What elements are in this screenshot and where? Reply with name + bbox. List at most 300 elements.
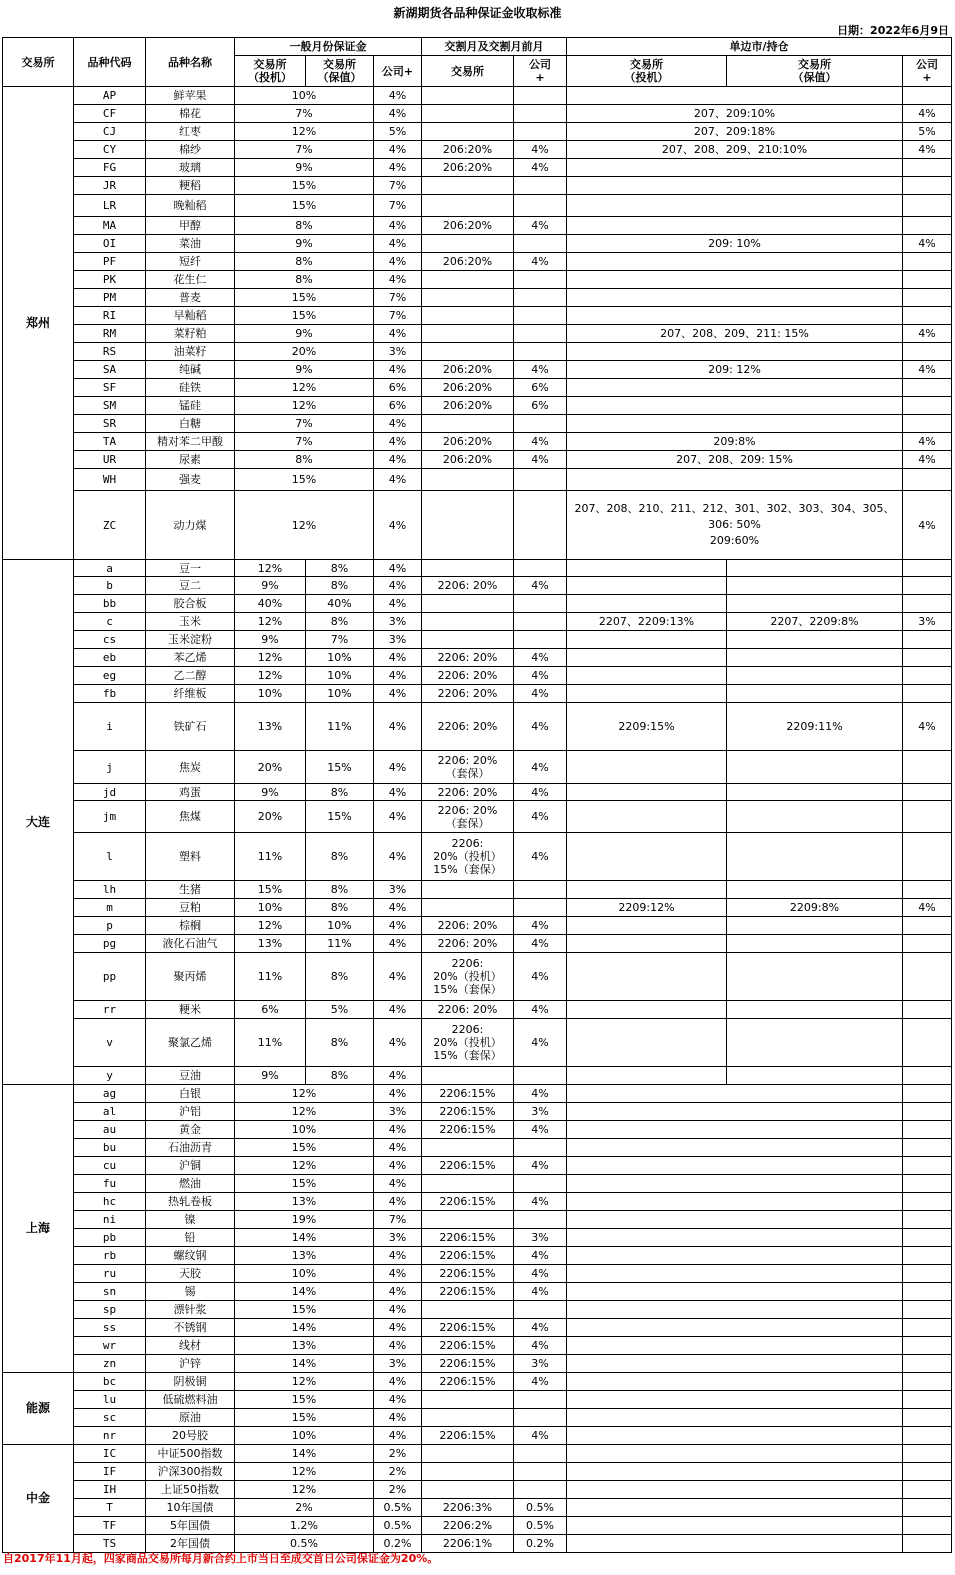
unilateral-exchange-cell <box>567 1103 903 1121</box>
delivery-exchange-cell: 2206: 20% <box>422 577 514 595</box>
delivery-company-cell <box>514 1139 567 1157</box>
general-company-cell: 0.2% <box>374 1535 422 1553</box>
general-hedge-cell: 10% <box>306 649 374 667</box>
code-cell: zn <box>74 1355 146 1373</box>
code-cell: wr <box>74 1337 146 1355</box>
exchange-cell: 上海 <box>3 1085 74 1373</box>
general-company-cell: 3% <box>374 343 422 361</box>
unilateral-company-cell <box>903 1319 952 1337</box>
delivery-company-cell: 4% <box>514 917 567 935</box>
delivery-exchange-cell: 2206:15% <box>422 1337 514 1355</box>
unilateral-exchange-cell <box>567 1355 903 1373</box>
table-row <box>3 577 952 595</box>
delivery-company-cell: 4% <box>514 1319 567 1337</box>
unilateral-company-cell <box>903 1283 952 1301</box>
code-cell: jd <box>74 784 146 801</box>
table-row <box>3 751 952 784</box>
general-spec-cell: 12% <box>235 667 306 685</box>
unilateral-spec-cell <box>567 595 727 613</box>
general-exchange-cell: 9% <box>235 325 374 343</box>
header-code: 品种代码 <box>74 38 146 87</box>
unilateral-company-cell <box>903 271 952 289</box>
code-cell: j <box>74 751 146 784</box>
delivery-exchange-cell: 2206:3% <box>422 1499 514 1517</box>
code-cell: RS <box>74 343 146 361</box>
general-spec-cell: 11% <box>235 833 306 881</box>
name-cell: 豆粕 <box>146 899 235 917</box>
general-exchange-cell: 14% <box>235 1229 374 1247</box>
general-company-cell: 4% <box>374 1427 422 1445</box>
delivery-exchange-cell: 2206:15% <box>422 1121 514 1139</box>
name-cell: 豆油 <box>146 1067 235 1085</box>
general-company-cell: 4% <box>374 491 422 560</box>
unilateral-company-cell <box>903 1427 952 1445</box>
table-row <box>3 595 952 613</box>
table-row <box>3 613 952 631</box>
code-cell: JR <box>74 177 146 195</box>
general-company-cell: 4% <box>374 415 422 433</box>
general-company-cell: 4% <box>374 1409 422 1427</box>
unilateral-company-cell <box>903 379 952 397</box>
unilateral-exchange-cell <box>567 1409 903 1427</box>
general-spec-cell: 9% <box>235 577 306 595</box>
unilateral-company-cell <box>903 343 952 361</box>
unilateral-company-cell <box>903 1373 952 1391</box>
code-cell: bc <box>74 1373 146 1391</box>
unilateral-company-cell <box>903 784 952 801</box>
code-cell: CJ <box>74 123 146 141</box>
header-general-month: 一般月份保证金 <box>235 38 422 56</box>
code-cell: nr <box>74 1427 146 1445</box>
delivery-exchange-cell: 2206: 20%（投机） 15%（套保） <box>422 1019 514 1067</box>
table-row <box>3 899 952 917</box>
code-cell: sc <box>74 1409 146 1427</box>
name-cell: 苯乙烯 <box>146 649 235 667</box>
general-company-cell: 0.5% <box>374 1517 422 1535</box>
unilateral-company-cell <box>903 1085 952 1103</box>
name-cell: 晚籼稻 <box>146 195 235 217</box>
delivery-company-cell: 4% <box>514 667 567 685</box>
name-cell: 上证50指数 <box>146 1481 235 1499</box>
footnote: 自2017年11月起，四家商品交易所每月新合约上市当日至成交首日公司保证金为20%。 <box>3 1552 439 1565</box>
unilateral-exchange-cell: 207、208、209: 15% <box>567 451 903 469</box>
name-cell: 尿素 <box>146 451 235 469</box>
general-company-cell: 7% <box>374 289 422 307</box>
name-cell: 镍 <box>146 1211 235 1229</box>
unilateral-spec-cell <box>567 751 727 784</box>
delivery-company-cell: 4% <box>514 953 567 1001</box>
name-cell: 不锈钢 <box>146 1319 235 1337</box>
code-cell: IH <box>74 1481 146 1499</box>
name-cell: 2年国债 <box>146 1535 235 1553</box>
code-cell: au <box>74 1121 146 1139</box>
name-cell: 玉米淀粉 <box>146 631 235 649</box>
delivery-company-cell <box>514 1211 567 1229</box>
table-row <box>3 491 952 560</box>
unilateral-company-cell <box>903 649 952 667</box>
name-cell: 沪铜 <box>146 1157 235 1175</box>
code-cell: PM <box>74 289 146 307</box>
general-spec-cell: 6% <box>235 1001 306 1019</box>
unilateral-spec-cell <box>567 1067 727 1085</box>
delivery-company-cell: 4% <box>514 1373 567 1391</box>
delivery-company-cell: 4% <box>514 253 567 271</box>
name-cell: 焦炭 <box>146 751 235 784</box>
unilateral-company-cell <box>903 1355 952 1373</box>
general-company-cell: 3% <box>374 1355 422 1373</box>
code-cell: TS <box>74 1535 146 1553</box>
name-cell: 聚丙烯 <box>146 953 235 1001</box>
general-company-cell: 4% <box>374 235 422 253</box>
unilateral-hedge-cell <box>727 833 903 881</box>
unilateral-exchange-cell <box>567 1175 903 1193</box>
unilateral-exchange-cell: 207、208、209、211: 15% <box>567 325 903 343</box>
general-hedge-cell: 8% <box>306 899 374 917</box>
general-exchange-cell: 10% <box>235 87 374 105</box>
delivery-company-cell <box>514 325 567 343</box>
unilateral-company-cell <box>903 833 952 881</box>
delivery-exchange-cell: 2206: 20% <box>422 935 514 953</box>
table-row <box>3 784 952 801</box>
unilateral-company-cell: 4% <box>903 105 952 123</box>
table-row <box>3 1019 952 1067</box>
table-row <box>3 1499 952 1517</box>
general-company-cell: 4% <box>374 784 422 801</box>
name-cell: 低硫燃料油 <box>146 1391 235 1409</box>
general-company-cell: 4% <box>374 433 422 451</box>
general-spec-cell: 12% <box>235 613 306 631</box>
general-exchange-cell: 8% <box>235 271 374 289</box>
delivery-exchange-cell: 206:20% <box>422 433 514 451</box>
code-cell: al <box>74 1103 146 1121</box>
delivery-exchange-cell <box>422 613 514 631</box>
table-row <box>3 1193 952 1211</box>
unilateral-company-cell: 4% <box>903 325 952 343</box>
general-company-cell: 4% <box>374 649 422 667</box>
general-exchange-cell: 9% <box>235 235 374 253</box>
unilateral-company-cell <box>903 935 952 953</box>
delivery-exchange-cell: 206:20% <box>422 397 514 415</box>
table-row <box>3 1427 952 1445</box>
header-exch-spec: 交易所 （投机） <box>235 56 306 87</box>
unilateral-company-cell: 4% <box>903 235 952 253</box>
unilateral-exchange-cell <box>567 415 903 433</box>
unilateral-company-cell <box>903 415 952 433</box>
general-hedge-cell: 10% <box>306 685 374 703</box>
general-exchange-cell: 15% <box>235 1409 374 1427</box>
delivery-company-cell: 4% <box>514 1157 567 1175</box>
general-exchange-cell: 10% <box>235 1427 374 1445</box>
table-row <box>3 253 952 271</box>
delivery-exchange-cell <box>422 1445 514 1463</box>
code-cell: PF <box>74 253 146 271</box>
general-company-cell: 7% <box>374 177 422 195</box>
unilateral-company-cell <box>903 1445 952 1463</box>
general-spec-cell: 9% <box>235 1067 306 1085</box>
unilateral-hedge-cell <box>727 935 903 953</box>
unilateral-company-cell <box>903 881 952 899</box>
general-hedge-cell: 40% <box>306 595 374 613</box>
delivery-company-cell <box>514 105 567 123</box>
unilateral-company-cell <box>903 1535 952 1553</box>
code-cell: IF <box>74 1463 146 1481</box>
code-cell: ru <box>74 1265 146 1283</box>
general-hedge-cell: 11% <box>306 703 374 751</box>
unilateral-hedge-cell: 2209:8% <box>727 899 903 917</box>
name-cell: 沪锌 <box>146 1355 235 1373</box>
unilateral-company-cell: 3% <box>903 613 952 631</box>
delivery-company-cell <box>514 469 567 491</box>
unilateral-company-cell <box>903 1463 952 1481</box>
table-row <box>3 667 952 685</box>
delivery-company-cell <box>514 491 567 560</box>
table-row <box>3 379 952 397</box>
unilateral-exchange-cell <box>567 1157 903 1175</box>
name-cell: 原油 <box>146 1409 235 1427</box>
table-row <box>3 159 952 177</box>
table-row <box>3 703 952 751</box>
table-row <box>3 1175 952 1193</box>
name-cell: 豆二 <box>146 577 235 595</box>
general-company-cell: 4% <box>374 703 422 751</box>
code-cell: cu <box>74 1157 146 1175</box>
general-company-cell: 4% <box>374 1247 422 1265</box>
delivery-company-cell <box>514 343 567 361</box>
table-row <box>3 1265 952 1283</box>
delivery-company-cell: 4% <box>514 935 567 953</box>
general-company-cell: 4% <box>374 469 422 491</box>
delivery-exchange-cell: 2206: 20% <box>422 685 514 703</box>
general-hedge-cell: 8% <box>306 1019 374 1067</box>
name-cell: 阴极铜 <box>146 1373 235 1391</box>
general-exchange-cell: 0.5% <box>235 1535 374 1553</box>
unilateral-company-cell: 4% <box>903 703 952 751</box>
name-cell: 红枣 <box>146 123 235 141</box>
code-cell: l <box>74 833 146 881</box>
table-row <box>3 289 952 307</box>
general-company-cell: 4% <box>374 105 422 123</box>
unilateral-spec-cell <box>567 1001 727 1019</box>
table-row <box>3 1211 952 1229</box>
table-row <box>3 1355 952 1373</box>
general-company-cell: 2% <box>374 1445 422 1463</box>
unilateral-company-cell <box>903 595 952 613</box>
general-company-cell: 4% <box>374 953 422 1001</box>
header-unilateral-company-plus: 公司 + <box>903 56 952 87</box>
general-hedge-cell: 8% <box>306 784 374 801</box>
general-company-cell: 4% <box>374 899 422 917</box>
unilateral-company-cell <box>903 560 952 577</box>
delivery-company-cell <box>514 1445 567 1463</box>
general-company-cell: 4% <box>374 1139 422 1157</box>
unilateral-hedge-cell: 2209:11% <box>727 703 903 751</box>
general-company-cell: 4% <box>374 159 422 177</box>
table-row <box>3 1481 952 1499</box>
margin-table <box>2 37 952 1553</box>
unilateral-hedge-cell <box>727 917 903 935</box>
code-cell: CY <box>74 141 146 159</box>
general-exchange-cell: 12% <box>235 1373 374 1391</box>
delivery-company-cell <box>514 560 567 577</box>
unilateral-exchange-cell <box>567 1265 903 1283</box>
name-cell: 白糖 <box>146 415 235 433</box>
general-exchange-cell: 20% <box>235 343 374 361</box>
name-cell: 聚氯乙烯 <box>146 1019 235 1067</box>
name-cell: 粳米 <box>146 1001 235 1019</box>
header-exch-hedge: 交易所 （保值） <box>306 56 374 87</box>
general-company-cell: 4% <box>374 253 422 271</box>
table-row <box>3 953 952 1001</box>
delivery-company-cell: 0.5% <box>514 1499 567 1517</box>
unilateral-exchange-cell <box>567 1121 903 1139</box>
general-company-cell: 4% <box>374 1193 422 1211</box>
unilateral-exchange-cell <box>567 1247 903 1265</box>
general-exchange-cell: 15% <box>235 195 374 217</box>
unilateral-company-cell <box>903 1301 952 1319</box>
delivery-exchange-cell <box>422 560 514 577</box>
unilateral-hedge-cell <box>727 1067 903 1085</box>
general-exchange-cell: 7% <box>235 433 374 451</box>
unilateral-spec-cell <box>567 667 727 685</box>
unilateral-exchange-cell <box>567 1139 903 1157</box>
general-company-cell: 4% <box>374 685 422 703</box>
name-cell: 线材 <box>146 1337 235 1355</box>
general-company-cell: 4% <box>374 1337 422 1355</box>
table-row <box>3 343 952 361</box>
general-company-cell: 4% <box>374 141 422 159</box>
header-unilateral-spec: 交易所 （投机） <box>567 56 727 87</box>
delivery-exchange-cell <box>422 1139 514 1157</box>
delivery-company-cell: 4% <box>514 1085 567 1103</box>
general-company-cell: 4% <box>374 1319 422 1337</box>
delivery-company-cell: 4% <box>514 751 567 784</box>
name-cell: 棉花 <box>146 105 235 123</box>
delivery-company-cell <box>514 1409 567 1427</box>
delivery-company-cell: 3% <box>514 1355 567 1373</box>
general-company-cell: 4% <box>374 361 422 379</box>
general-exchange-cell: 10% <box>235 1121 374 1139</box>
general-company-cell: 4% <box>374 451 422 469</box>
general-company-cell: 3% <box>374 881 422 899</box>
table-row <box>3 177 952 195</box>
delivery-exchange-cell <box>422 105 514 123</box>
general-exchange-cell: 15% <box>235 1391 374 1409</box>
code-cell: v <box>74 1019 146 1067</box>
general-exchange-cell: 15% <box>235 1301 374 1319</box>
name-cell: 粳稻 <box>146 177 235 195</box>
code-cell: pp <box>74 953 146 1001</box>
code-cell: eg <box>74 667 146 685</box>
general-exchange-cell: 12% <box>235 491 374 560</box>
general-exchange-cell: 12% <box>235 1085 374 1103</box>
delivery-exchange-cell: 2206:15% <box>422 1265 514 1283</box>
general-company-cell: 7% <box>374 195 422 217</box>
delivery-company-cell: 4% <box>514 801 567 833</box>
delivery-company-cell: 4% <box>514 1019 567 1067</box>
unilateral-hedge-cell <box>727 595 903 613</box>
code-cell: bu <box>74 1139 146 1157</box>
table-row <box>3 87 952 105</box>
general-exchange-cell: 12% <box>235 397 374 415</box>
delivery-exchange-cell <box>422 1481 514 1499</box>
unilateral-exchange-cell <box>567 159 903 177</box>
table-row <box>3 935 952 953</box>
unilateral-spec-cell: 2209:15% <box>567 703 727 751</box>
sheet-title: 新湖期货各品种保证金收取标准 <box>393 6 562 20</box>
general-spec-cell: 9% <box>235 784 306 801</box>
unilateral-hedge-cell <box>727 784 903 801</box>
name-cell: 早籼稻 <box>146 307 235 325</box>
general-hedge-cell: 15% <box>306 751 374 784</box>
delivery-exchange-cell <box>422 595 514 613</box>
delivery-exchange-cell <box>422 1409 514 1427</box>
unilateral-company-cell: 4% <box>903 141 952 159</box>
unilateral-exchange-cell <box>567 195 903 217</box>
name-cell: 焦煤 <box>146 801 235 833</box>
delivery-exchange-cell <box>422 1463 514 1481</box>
delivery-company-cell: 4% <box>514 1247 567 1265</box>
delivery-exchange-cell: 2206: 20%（投机） 15%（套保） <box>422 833 514 881</box>
general-spec-cell: 12% <box>235 649 306 667</box>
general-exchange-cell: 12% <box>235 1463 374 1481</box>
unilateral-hedge-cell <box>727 560 903 577</box>
unilateral-company-cell <box>903 631 952 649</box>
delivery-exchange-cell: 2206: 20% （套保） <box>422 751 514 784</box>
general-hedge-cell: 10% <box>306 667 374 685</box>
name-cell: 5年国债 <box>146 1517 235 1535</box>
name-cell: 白银 <box>146 1085 235 1103</box>
general-spec-cell: 13% <box>235 703 306 751</box>
date-label: 日期：2022年6月9日 <box>837 24 949 37</box>
name-cell: 沪深300指数 <box>146 1463 235 1481</box>
delivery-company-cell: 4% <box>514 784 567 801</box>
general-spec-cell: 20% <box>235 801 306 833</box>
name-cell: 棉纱 <box>146 141 235 159</box>
general-exchange-cell: 15% <box>235 289 374 307</box>
general-spec-cell: 12% <box>235 917 306 935</box>
name-cell: 中证500指数 <box>146 1445 235 1463</box>
unilateral-exchange-cell: 207、209:10% <box>567 105 903 123</box>
unilateral-company-cell <box>903 253 952 271</box>
delivery-exchange-cell: 2206:15% <box>422 1157 514 1175</box>
name-cell: 硅铁 <box>146 379 235 397</box>
unilateral-company-cell <box>903 1337 952 1355</box>
delivery-company-cell <box>514 289 567 307</box>
delivery-exchange-cell <box>422 235 514 253</box>
table-row <box>3 801 952 833</box>
exchange-cell: 中金 <box>3 1445 74 1553</box>
unilateral-exchange-cell <box>567 1535 903 1553</box>
table-row <box>3 917 952 935</box>
code-cell: SF <box>74 379 146 397</box>
general-hedge-cell: 10% <box>306 917 374 935</box>
general-exchange-cell: 8% <box>235 217 374 235</box>
unilateral-spec-cell <box>567 649 727 667</box>
unilateral-exchange-cell: 209: 10% <box>567 235 903 253</box>
table-row <box>3 217 952 235</box>
unilateral-exchange-cell <box>567 1427 903 1445</box>
code-cell: ZC <box>74 491 146 560</box>
general-company-cell: 6% <box>374 397 422 415</box>
general-exchange-cell: 14% <box>235 1355 374 1373</box>
unilateral-company-cell <box>903 917 952 935</box>
name-cell: 纯碱 <box>146 361 235 379</box>
general-exchange-cell: 8% <box>235 451 374 469</box>
unilateral-spec-cell <box>567 577 727 595</box>
delivery-company-cell: 4% <box>514 1001 567 1019</box>
code-cell: sn <box>74 1283 146 1301</box>
general-spec-cell: 11% <box>235 1019 306 1067</box>
